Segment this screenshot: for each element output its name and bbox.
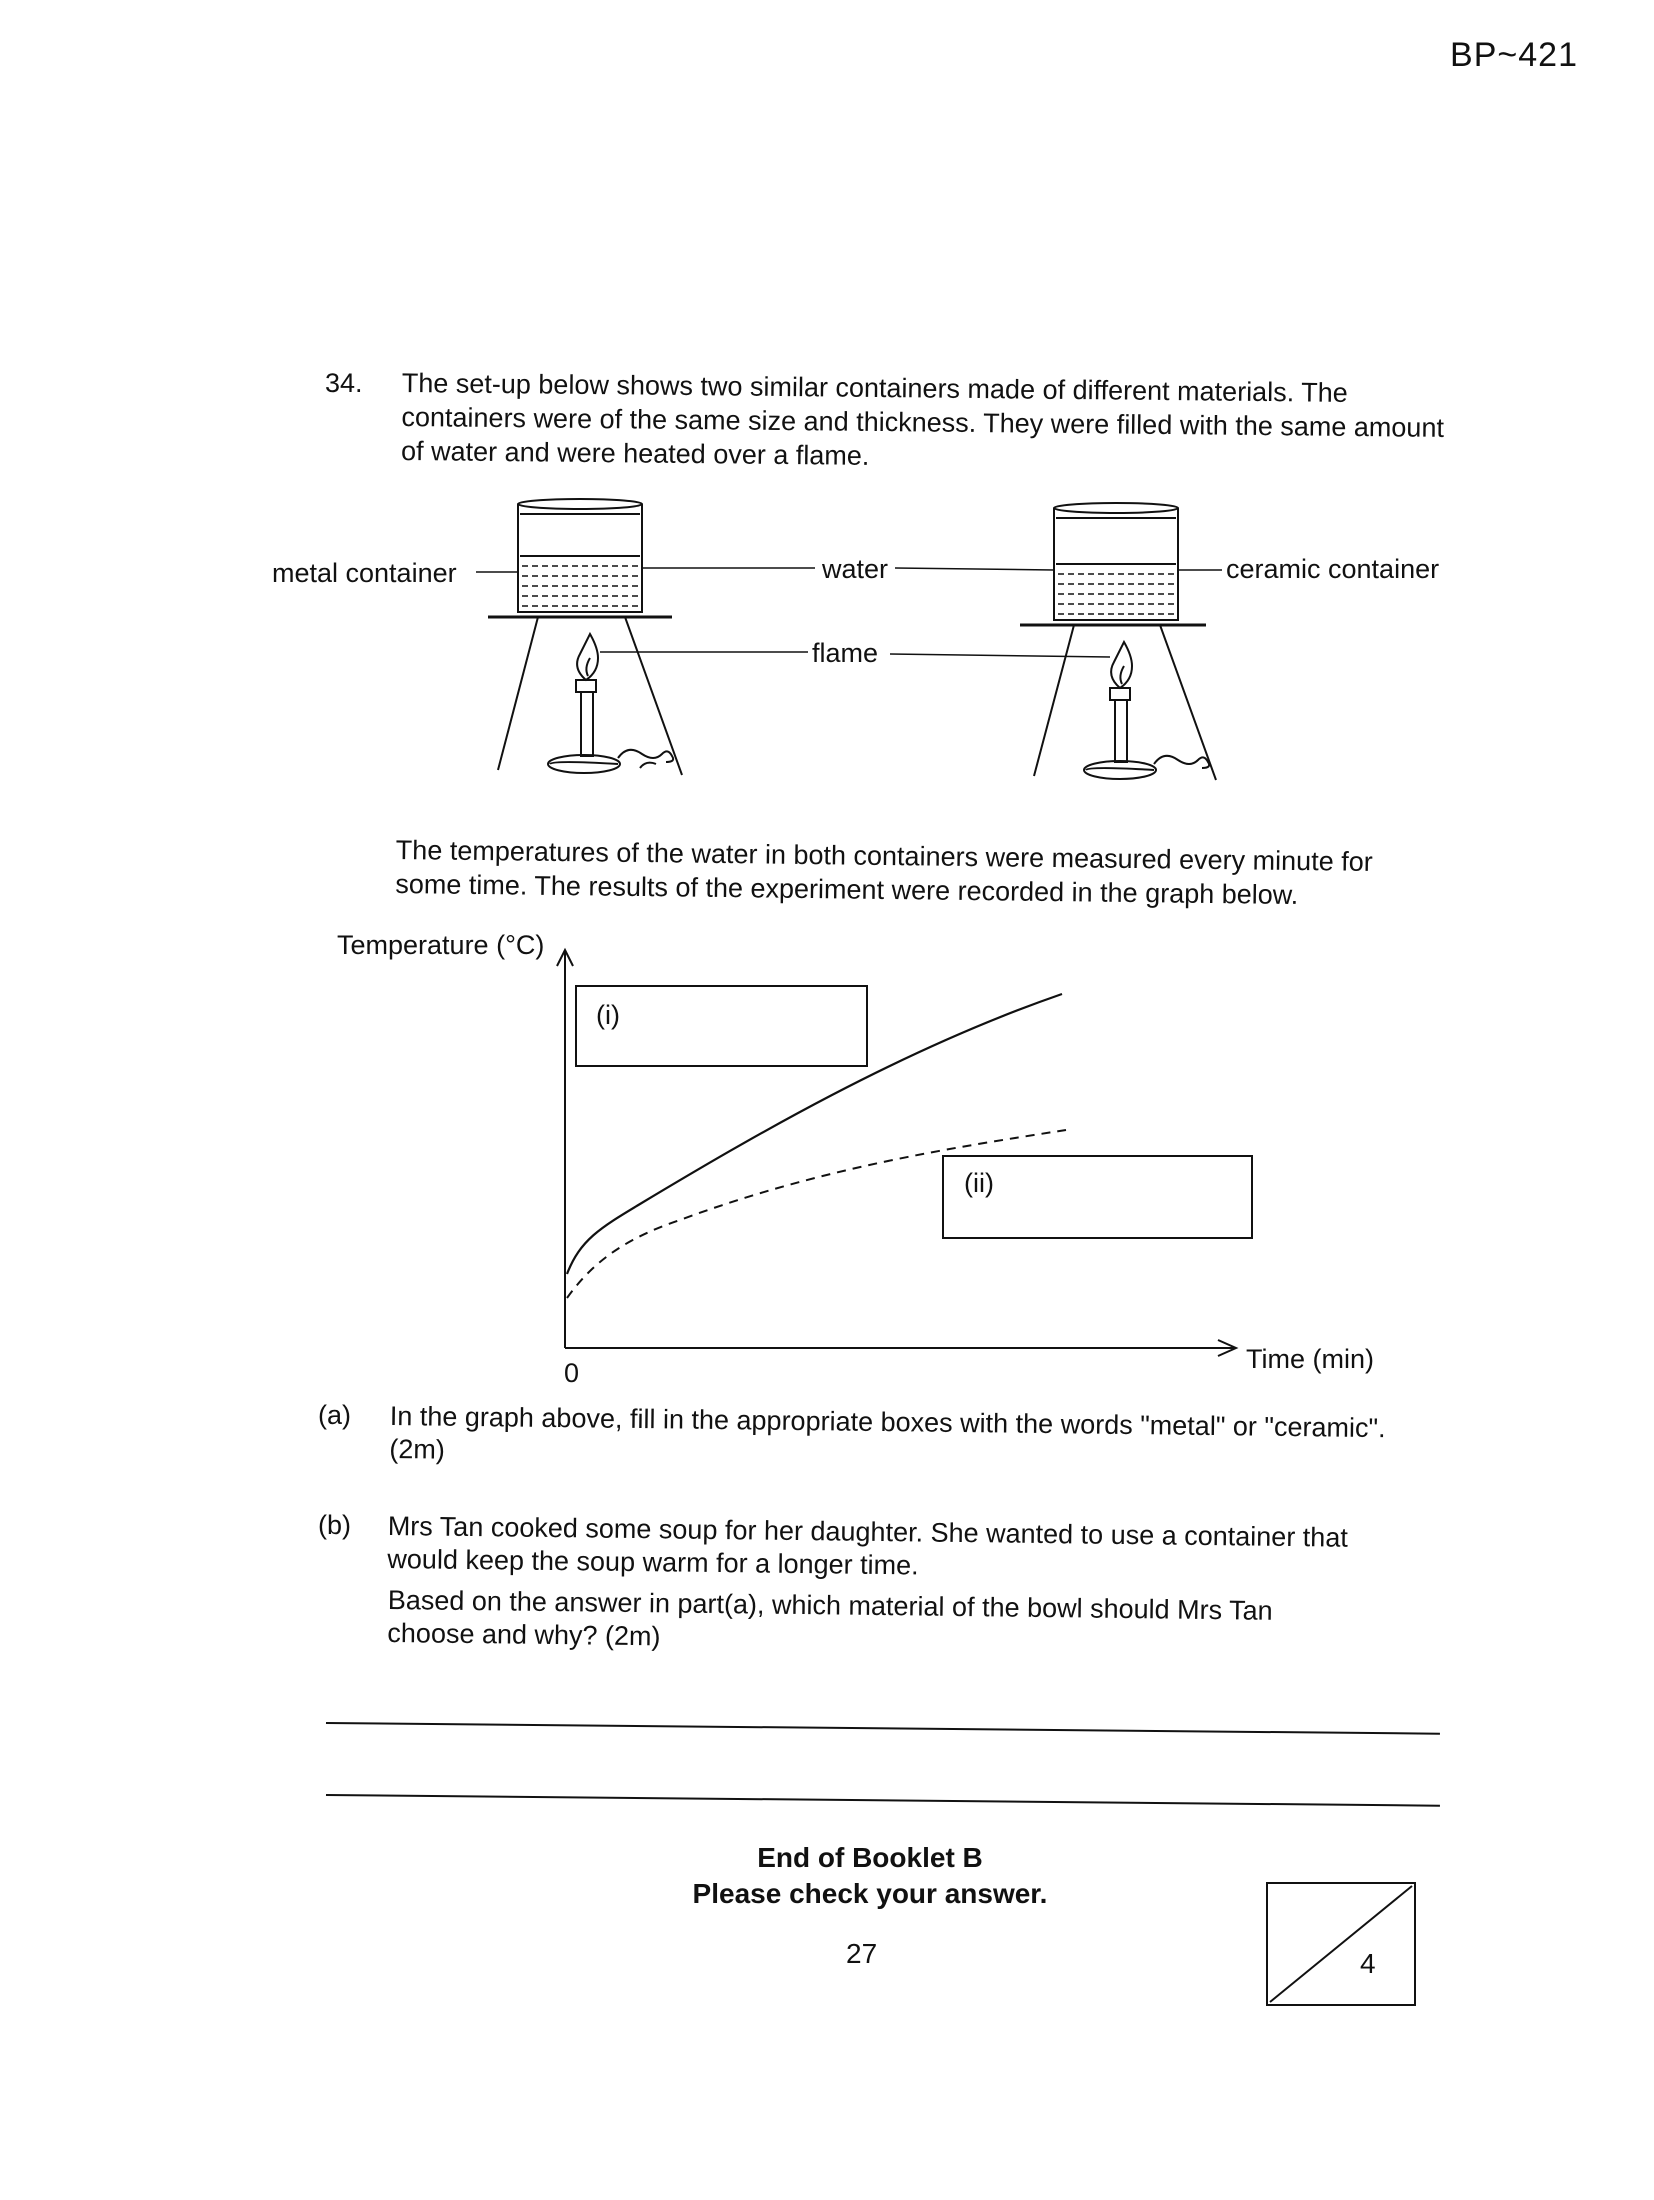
- marks-box-diagonal: [1268, 1884, 1414, 2004]
- x-axis-label: Time (min): [1246, 1344, 1374, 1374]
- answer-line-1[interactable]: [326, 1722, 1440, 1735]
- question-number: 34.: [325, 368, 363, 398]
- temperature-chart: [0, 920, 1654, 1390]
- marks-box: [1266, 1882, 1416, 2006]
- part-b-text-1: Mrs Tan cooked some soup for her daughter. She wanted to use a container that would keep the soup warm for a longer time.: [387, 1510, 1349, 1581]
- page-number: 27: [846, 1938, 878, 1969]
- question-text: The set-up below shows two similar containers made of different materials. The containers were of the same size and thickness. They were filled with the same amount of water and were heated over a flame.: [400, 367, 1445, 471]
- end-of-booklet: End of Booklet B: [757, 1842, 983, 1873]
- part-b-label: (b): [318, 1510, 351, 1540]
- check-answer-note: Please check your answer.: [692, 1878, 1048, 1909]
- document-code: BP~421: [1450, 36, 1578, 74]
- part-b-text-2: Based on the answer in part(a), which material of the bowl should Mrs Tan choose and why? (2m): [387, 1584, 1273, 1652]
- ceramic-container: [1020, 503, 1206, 625]
- metal-container-label: metal container: [272, 558, 457, 588]
- y-axis-label: Temperature (°C): [337, 930, 545, 960]
- right-burner: [1034, 625, 1216, 780]
- box-label-i: (i): [596, 1000, 620, 1030]
- box-label-ii: (ii): [964, 1168, 994, 1198]
- series-line-solid: [567, 994, 1062, 1274]
- experiment-paragraph: The temperatures of the water in both containers were measured every minute for some time. The results of the experiment were recorded in the graph below.: [395, 834, 1373, 911]
- left-burner: [498, 617, 682, 775]
- marks-value: 4: [1360, 1948, 1376, 1979]
- part-a-label: (a): [318, 1400, 351, 1430]
- part-a-text: In the graph above, fill in the appropriate boxes with the words "metal" or "ceramic". (2m): [389, 1400, 1386, 1465]
- answer-line-2[interactable]: [326, 1794, 1440, 1807]
- flame-label: flame: [812, 638, 879, 668]
- water-label: water: [822, 554, 889, 584]
- origin-label: 0: [564, 1358, 580, 1388]
- metal-container: [488, 499, 672, 617]
- ceramic-container-label: ceramic container: [1226, 554, 1440, 584]
